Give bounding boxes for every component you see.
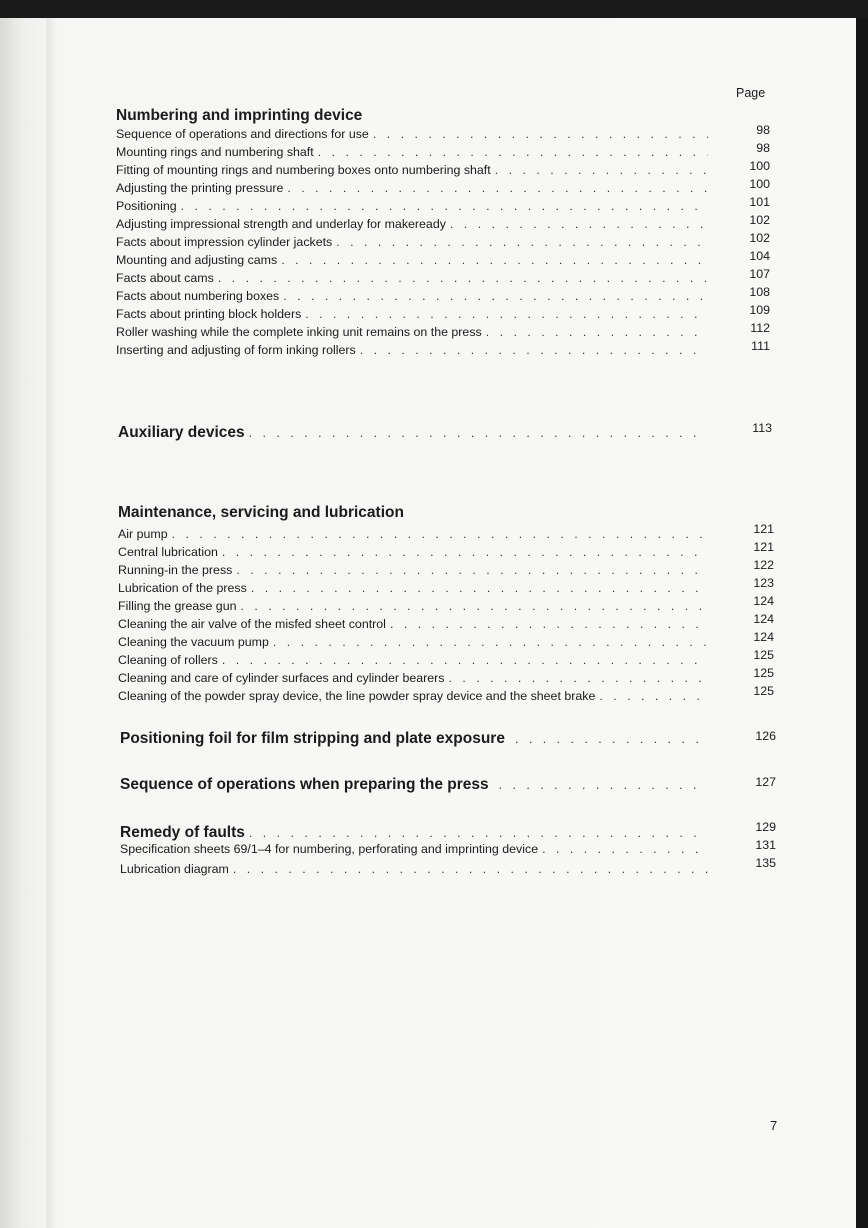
toc-page-number: 109 — [749, 303, 770, 317]
toc-page-number: 127 — [755, 775, 776, 789]
toc-section-sequence-preparing[interactable]: Sequence of operations when preparing the press . . . — [120, 774, 712, 796]
section-title-maintenance: Maintenance, servicing and lubrication — [118, 504, 404, 521]
toc-entry[interactable]: Mounting rings and numbering shaft . . . — [116, 143, 712, 161]
toc-entry[interactable]: Cleaning the vacuum pump . . . — [118, 633, 712, 651]
toc-entry[interactable]: Running-in the press . . . — [118, 561, 712, 579]
dot-leader — [599, 687, 708, 705]
dot-leader — [249, 422, 708, 444]
toc-entry[interactable]: Cleaning of rollers . . . — [118, 651, 712, 669]
toc-entry[interactable]: Specification sheets 69/1–4 for numbering, perforating and imprinting device . . . — [120, 840, 712, 858]
toc-page-number: 108 — [749, 285, 770, 299]
dot-leader — [450, 215, 708, 233]
toc-entry[interactable]: Facts about printing block holders . . . — [116, 305, 712, 323]
toc-entry[interactable]: Inserting and adjusting of form inking rollers . . . — [116, 341, 712, 359]
toc-entry[interactable]: Central lubrication . . . — [118, 543, 712, 561]
toc-page-number: 125 — [753, 666, 774, 680]
toc-page-number: 123 — [753, 576, 774, 590]
toc-entry[interactable]: Roller washing while the complete inking unit remains on the press . . . — [116, 323, 712, 341]
toc-page-number: 135 — [755, 856, 776, 870]
toc-entry[interactable]: Cleaning and care of cylinder surfaces and cylinder bearers . . . — [118, 669, 712, 687]
dot-leader — [240, 597, 708, 615]
dot-leader — [251, 579, 708, 597]
dot-leader — [373, 125, 708, 143]
toc-entry[interactable]: Lubrication diagram . . . — [120, 860, 712, 878]
toc-page-number: 124 — [753, 630, 774, 644]
toc-entry[interactable]: Sequence of operations and directions for use . . . — [116, 125, 712, 143]
toc-section-positioning-foil[interactable]: Positioning foil for film stripping and plate exposure . . . — [120, 728, 712, 750]
page-column-header: Page — [736, 86, 766, 100]
toc-page-number: 124 — [753, 594, 774, 608]
toc-page-number: 113 — [752, 421, 772, 435]
dot-leader — [486, 323, 708, 341]
dot-leader — [181, 197, 708, 215]
toc-page-number: 107 — [749, 267, 770, 281]
toc-entry[interactable]: Mounting and adjusting cams . . . — [116, 251, 712, 269]
toc-page-number: 100 — [749, 177, 770, 191]
toc-section-auxiliary[interactable]: Auxiliary devices . . . — [118, 422, 712, 444]
dot-leader — [273, 633, 708, 651]
toc-page-number: 102 — [749, 231, 770, 245]
toc-page-number: 122 — [753, 558, 774, 572]
dot-leader — [218, 269, 708, 287]
dot-leader — [318, 143, 708, 161]
toc-page-number: 121 — [753, 522, 774, 536]
dot-leader — [499, 774, 708, 796]
toc-entry[interactable]: Adjusting the printing pressure . . . — [116, 179, 712, 197]
toc-page-number: 104 — [749, 249, 770, 263]
toc-page-number: 111 — [751, 339, 770, 353]
dot-leader — [281, 251, 708, 269]
scan-edge-shadow — [856, 18, 868, 1228]
toc-entry[interactable]: Cleaning of the powder spray device, the line powder spray device and the sheet brake . . . — [118, 687, 712, 705]
toc-page-number: 121 — [753, 540, 774, 554]
toc-page-number: 101 — [749, 195, 770, 209]
page-number: 7 — [770, 1118, 778, 1133]
toc-page-number: 98 — [756, 141, 770, 155]
dot-leader — [360, 341, 708, 359]
toc-page-number: 125 — [753, 648, 774, 662]
toc-page-number: 126 — [755, 729, 776, 743]
dot-leader — [283, 287, 708, 305]
dot-leader — [222, 651, 708, 669]
dot-leader — [448, 669, 708, 687]
toc-entry[interactable]: Adjusting impressional strength and underlay for makeready . . . — [116, 215, 712, 233]
dot-leader — [172, 525, 708, 543]
dot-leader — [236, 561, 708, 579]
toc-section-remedy-of-faults[interactable]: Remedy of faults . . . — [120, 822, 712, 844]
toc-entry[interactable]: Air pump . . . — [118, 525, 712, 543]
toc-entry[interactable]: Facts about numbering boxes . . . — [116, 287, 712, 305]
toc-entry[interactable]: Fitting of mounting rings and numbering boxes onto numbering shaft . . . — [116, 161, 712, 179]
toc-entry[interactable]: Cleaning the air valve of the misfed sheet control . . . — [118, 615, 712, 633]
toc-entry[interactable]: Filling the grease gun . . . — [118, 597, 712, 615]
toc-page-number: 131 — [755, 838, 776, 852]
dot-leader — [542, 840, 708, 858]
toc-page-number: 100 — [749, 159, 770, 173]
toc-entry[interactable]: Facts about cams . . . — [116, 269, 712, 287]
dot-leader — [305, 305, 708, 323]
toc-entry[interactable]: Facts about impression cylinder jackets . . . — [116, 233, 712, 251]
toc-page-number: 125 — [753, 684, 774, 698]
toc-page-number: 112 — [750, 321, 770, 335]
toc-entry[interactable]: Lubrication of the press . . . — [118, 579, 712, 597]
dot-leader — [233, 860, 708, 878]
section-title-numbering: Numbering and imprinting device — [116, 107, 363, 124]
document-page — [0, 18, 856, 1228]
toc-page-number: 129 — [755, 820, 776, 834]
dot-leader — [515, 728, 708, 750]
dot-leader — [336, 233, 708, 251]
toc-page-number: 102 — [749, 213, 770, 227]
toc-page-number: 124 — [753, 612, 774, 626]
dot-leader — [287, 179, 708, 197]
toc-entry[interactable]: Positioning . . . — [116, 197, 712, 215]
dot-leader — [222, 543, 708, 561]
dot-leader — [495, 161, 708, 179]
dot-leader — [390, 615, 708, 633]
toc-page-number: 98 — [756, 123, 770, 137]
table-of-contents — [0, 18, 856, 1228]
